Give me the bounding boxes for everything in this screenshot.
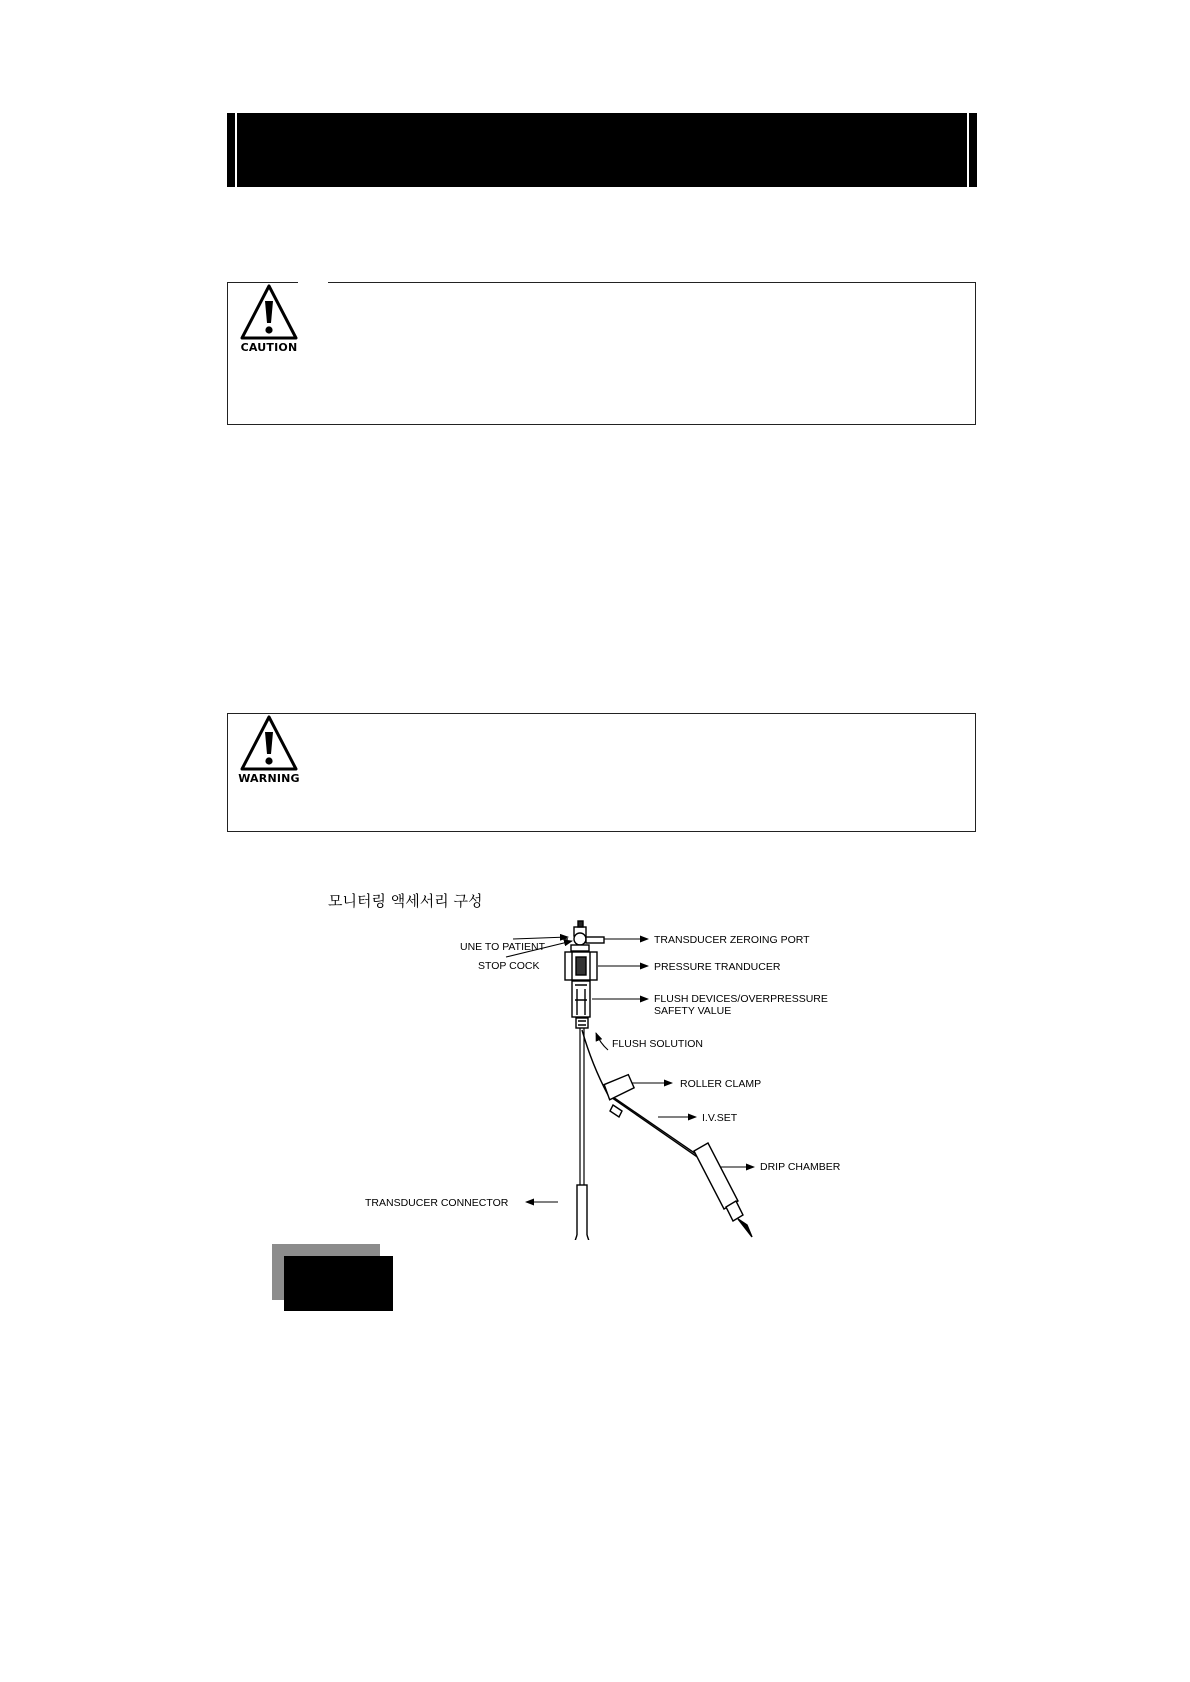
warning-triangle-icon (238, 714, 300, 772)
label-stop-cock: STOP COCK (478, 960, 540, 972)
label-line-to-patient: UNE TO PATIENT (460, 941, 545, 953)
border-gap (298, 280, 328, 285)
iv-tubing (582, 1030, 752, 1237)
header-bar (227, 113, 977, 187)
label-flush-devices: FLUSH DEVICES/OVERPRESSURE (654, 993, 828, 1005)
label-safety-value: SAFETY VALUE (654, 1005, 732, 1017)
page-tab (284, 1256, 393, 1311)
section-title: 모니터링 액세서리 구성 (328, 892, 483, 910)
caution-box (227, 282, 976, 425)
label-zeroing-port: TRANSDUCER ZEROING PORT (654, 934, 810, 946)
caution-triangle-icon (238, 283, 300, 341)
header-edge-line (235, 113, 237, 187)
warning-box (227, 713, 976, 832)
header-edge-line (967, 113, 969, 187)
label-flush-solution: FLUSH SOLUTION (612, 1038, 704, 1050)
caution-label: CAUTION (240, 341, 298, 354)
warning-label: WARNING (238, 772, 300, 785)
label-drip-chamber: DRIP CHAMBER (760, 1161, 841, 1173)
monitoring-accessory-diagram (360, 915, 880, 1240)
label-roller-clamp: ROLLER CLAMP (680, 1078, 762, 1090)
label-iv-set: I.V.SET (702, 1112, 738, 1124)
label-transducer-connector: TRANSDUCER CONNECTOR (365, 1197, 509, 1209)
transducer-assembly (560, 921, 604, 1240)
warning-notice (236, 714, 302, 785)
caution-notice (236, 283, 302, 354)
label-pressure-transducer: PRESSURE TRANDUCER (654, 961, 781, 973)
